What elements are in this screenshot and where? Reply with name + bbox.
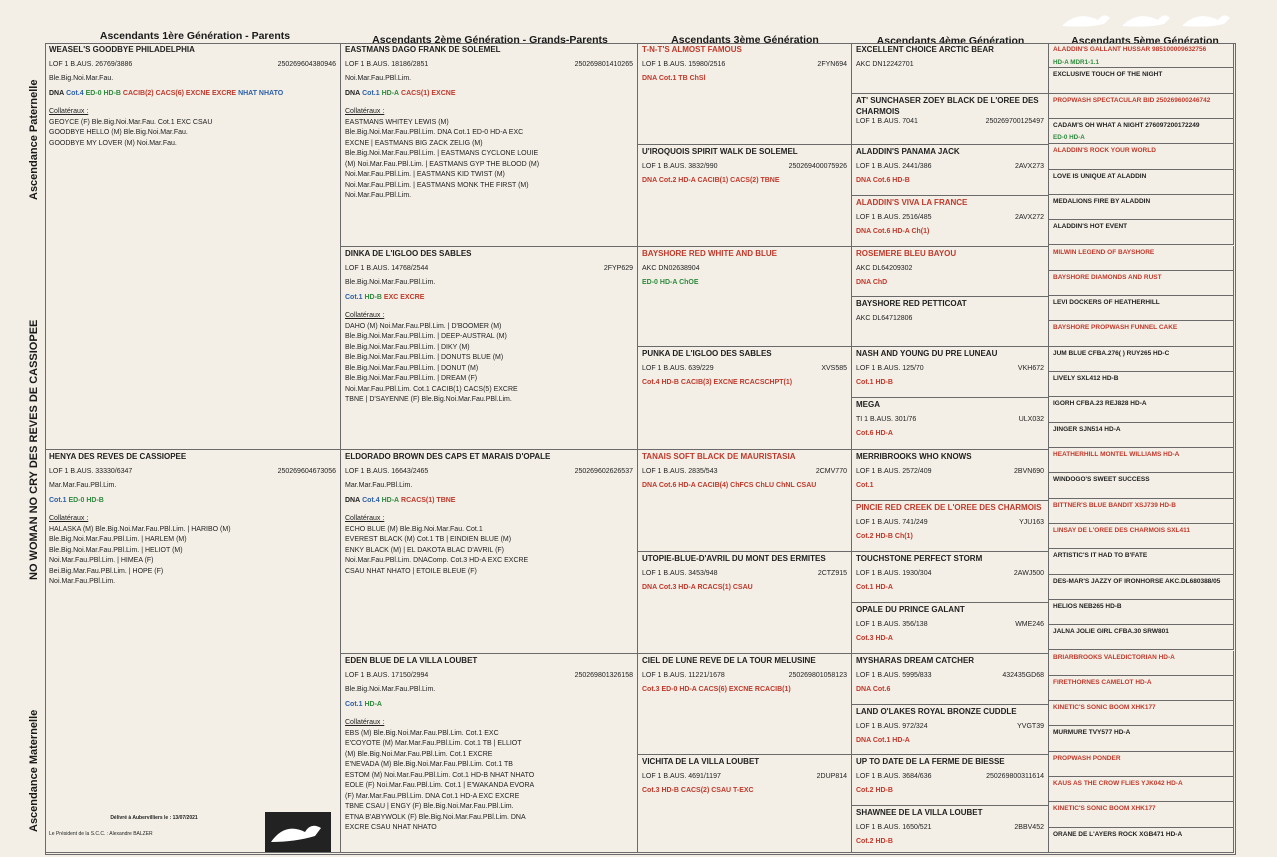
gen4-chip: YVGT39 — [1017, 722, 1044, 730]
gen2-name: EDEN BLUE DE LA VILLA LOUBET — [345, 656, 478, 665]
gen2-chip: 2FYP629 — [603, 264, 633, 272]
gen5-cell — [1049, 726, 1234, 751]
collateral-line: Ble.Big.Noi.Mar.Fau.PBl.Lim. | HARLEM (M) — [49, 536, 187, 543]
gen4-cell — [852, 755, 1049, 806]
gen3-cell — [638, 247, 852, 347]
collateral-line: GOODBYE HELLO (M) Ble.Big.Noi.Mar.Fau. — [49, 129, 188, 136]
gen5-name: WINDOGO'S SWEET SUCCESS — [1053, 476, 1150, 484]
gen5-name: BITTNER'S BLUE BANDIT XSJ739 HD-B — [1053, 501, 1176, 509]
gen5-name: MILWIN LEGEND OF BAYSHORE — [1053, 248, 1155, 256]
gen2-color: Noi.Mar.Fau.PBl.Lim. — [345, 75, 412, 82]
gen3-reg: LOF 1 B.AUS. 11221/1678 — [642, 671, 725, 679]
collateral-line: Noi.Mar.Fau.PBl.Lim. | EASTMANS MONK THE FIRST (M) — [345, 181, 529, 189]
gen4-reg: LOF 1 B.AUS. 972/324 — [856, 722, 928, 730]
gen3-chip: 250269801058123 — [788, 671, 847, 679]
gen5-name: KINETIC'S SONIC BOOM XHK177 — [1053, 704, 1156, 712]
gen5-name: ARTISTIC'S IT HAD TO B'FATE — [1053, 552, 1148, 560]
gen4-chip: 2AVX272 — [1014, 213, 1044, 221]
gen4-reg: AKC DN12242701 — [856, 60, 914, 68]
gen5-cell — [1049, 828, 1234, 853]
gen5-cell — [1049, 600, 1234, 625]
gen5-name: KINETIC'S SONIC BOOM XHK177 — [1053, 805, 1156, 813]
gen2-coll-title: Collatéraux : — [345, 312, 385, 319]
collateral-line: Noi.Mar.Fau.PBl.Lim. | EASTMANS KID TWIST (M) — [345, 171, 505, 178]
gen4-chip: WME246 — [1015, 620, 1044, 628]
gen5-cell — [1049, 524, 1234, 549]
gen3-chip: 250269400075926 — [788, 162, 847, 170]
gen4-chip: ULX032 — [1018, 415, 1044, 423]
gen1-sire-coll-title: Collatéraux : — [49, 108, 89, 115]
side-label-maternal: Ascendance Maternelle — [28, 709, 40, 832]
gen2-coll-title: Collatéraux : — [345, 515, 385, 522]
gen3-chip: 2FYN694 — [817, 60, 847, 68]
gen5-name: BAYSHORE PROPWASH FUNNEL CAKE — [1053, 324, 1178, 332]
gen5-cell — [1049, 321, 1234, 346]
gen4-chip: 250269800311614 — [986, 772, 1044, 780]
gen1-dam — [45, 450, 341, 853]
gen4-reg: LOF 1 B.AUS. 1650/521 — [856, 823, 932, 831]
header-gen1: Ascendants 1ère Génération - Parents — [99, 30, 291, 42]
gen5-name: BAYSHORE DIAMONDS AND RUST — [1053, 273, 1162, 281]
gen4-chip: 2BVN690 — [1014, 467, 1044, 475]
gen4-cell — [852, 43, 1049, 94]
gen4-chip: YJU163 — [1019, 518, 1044, 526]
gen5-cell — [1049, 777, 1234, 802]
gen4-dna: Cot.1 HD-B — [856, 379, 893, 386]
header-gen2: Ascendants 2ème Génération - Grands-Parents — [372, 34, 608, 46]
footer-issued: Délivré à Aubervilliers le : 13/07/2021 — [110, 815, 198, 821]
gen4-name: TOUCHSTONE PERFECT STORM — [856, 554, 983, 563]
gen4-dna: Cot.3 HD-A — [856, 635, 893, 642]
gen4-reg: LOF 1 B.AUS. 3684/636 — [856, 772, 932, 780]
gen2-dna2: HD-B — [364, 293, 382, 301]
gen4-cell — [852, 603, 1049, 654]
gen2-chip: 250269602626537 — [574, 467, 633, 475]
gen3-cell — [638, 450, 852, 552]
gen5-health: HD-A MDR1-1.1 — [1053, 58, 1099, 66]
gen1-dam-name: HENYA DES REVES DE CASSIOPEE — [49, 452, 187, 461]
gen5-cell — [1049, 246, 1234, 271]
gen1-sire-dna-label: DNA — [49, 89, 65, 97]
collateral-line: EBS (M) Ble.Big.Noi.Mar.Fau.PBl.Lim. Cot.1 EXC — [345, 729, 499, 737]
gen3-cell — [638, 755, 852, 853]
gen3-reg: LOF 1 B.AUS. 3832/990 — [642, 162, 718, 170]
gen5-name: LOVE IS UNIQUE AT ALADDIN — [1053, 172, 1147, 180]
gen4-cell — [852, 145, 1049, 196]
collateral-line: Ble.Big.Noi.Mar.Fau.PBl.Lim. DNA Cot.1 ED-0 HD-A EXC — [345, 129, 524, 136]
collateral-line: Ble.Big.Noi.Mar.Fau.PBl.Lim. | DIKY (M) — [345, 343, 470, 351]
gen2-cell — [341, 247, 638, 450]
gen3-name: U'IROQUOIS SPIRIT WALK DE SOLEMEL — [642, 147, 798, 156]
collateral-line: GOODBYE MY LOVER (M) Noi.Mar.Fau. — [49, 139, 177, 147]
gen4-reg: AKC DL64712806 — [856, 314, 913, 322]
gen5-name: BRIARBROOKS VALEDICTORIAN HD-A — [1053, 653, 1175, 661]
collateral-line: TBNE | D'SAYENNE (F) Ble.Big.Noi.Mar.Fau.PBl.Lim. — [345, 396, 512, 403]
gen3-name: PUNKA DE L'IGLOO DES SABLES — [642, 349, 772, 358]
gen1-sire — [45, 43, 341, 450]
gen4-chip: VKH672 — [1017, 364, 1044, 372]
gen3-name: UTOPIE-BLUE-D'AVRIL DU MONT DES ERMITES — [642, 554, 826, 563]
gen3-dna: Cot.3 HD-B CACS(2) CSAU T-EXC — [642, 787, 754, 794]
gen5-cell — [1049, 448, 1234, 473]
gen3-chip: XVS585 — [821, 364, 847, 372]
gen5-cell — [1049, 676, 1234, 701]
gen4-reg: LOF 1 B.AUS. 2516/485 — [856, 213, 932, 221]
gen4-dna: DNA Cot.6 HD-B — [856, 177, 910, 184]
gen3-cell — [638, 654, 852, 755]
gen4-cell — [852, 347, 1049, 398]
gen5-cell — [1049, 752, 1234, 777]
gen4-name: NASH AND YOUNG DU PRE LUNEAU — [856, 349, 998, 358]
gen4-name: MEGA — [856, 400, 880, 409]
gen4-cell — [852, 196, 1049, 247]
collateral-line: ECHO BLUE (M) Ble.Big.Noi.Mar.Fau. Cot.1 — [345, 525, 483, 533]
gen4-reg: LOF 1 B.AUS. 7041 — [856, 118, 918, 125]
gen1-sire-dna2: ED-0 HD-B — [85, 89, 121, 97]
gen5-cell — [1049, 347, 1234, 372]
gen4-name: ALADDIN'S PANAMA JACK — [856, 147, 960, 156]
gen4-reg: LOF 1 B.AUS. 2572/409 — [856, 467, 932, 475]
gen4-name: LAND O'LAKES ROYAL BRONZE CUDDLE — [856, 707, 1017, 716]
gen2-dna3: CACS(1) EXCNE — [401, 89, 456, 97]
collateral-line: EOLE (F) Noi.Mar.Fau.PBl.Lim. Cot.1 | E'WAKANDA EVORA — [345, 782, 535, 789]
gen5-cell — [1049, 144, 1234, 169]
gen5-cell — [1049, 549, 1234, 574]
gen4-dna: Cot.6 HD-A — [856, 430, 893, 437]
gen2-cell — [341, 654, 638, 853]
gen4-reg: LOF 1 B.AUS. 125/70 — [856, 364, 924, 372]
gen2-color: Ble.Big.Noi.Mar.Fau.PBl.Lim. — [345, 279, 436, 286]
gen2-cell — [341, 450, 638, 654]
gen4-chip: 2BBV452 — [1014, 823, 1044, 831]
gen5-health: ED-0 HD-A — [1053, 134, 1085, 142]
club-stamp — [265, 812, 331, 852]
collateral-line: E'NEVADA (M) Ble.Big.Noi.Mar.Fau.PBl.Lim. Cot.1 TB — [345, 761, 513, 768]
gen1-sire-chip: 250269604380946 — [277, 60, 336, 68]
gen3-cell — [638, 145, 852, 247]
gen4-name: OPALE DU PRINCE GALANT — [856, 605, 965, 614]
gen5-cell — [1049, 651, 1234, 676]
gen2-dna-label: DNA — [345, 496, 361, 504]
gen5-cell — [1049, 296, 1234, 321]
header-gen3: Ascendants 3ème Génération — [671, 34, 819, 46]
gen3-reg: LOF 1 B.AUS. 2835/543 — [642, 467, 718, 475]
gen3-reg: LOF 1 B.AUS. 639/229 — [642, 364, 714, 372]
gen3-name: CIEL DE LUNE REVE DE LA TOUR MELUSINE — [642, 656, 816, 665]
gen4-reg: LOF 1 B.AUS. 356/138 — [856, 620, 928, 628]
gen1-sire-reg: LOF 1 B.AUS. 26769/3886 — [49, 60, 133, 68]
gen5-name: MURMURE TVY577 HD-A — [1053, 729, 1131, 737]
gen1-sire-dna3: CACIB(2) CACS(6) EXCNE EXCRE — [122, 89, 237, 97]
gen4-dna: Cot.2 HD-B Ch(1) — [856, 533, 913, 540]
gen3-dna: ED-0 HD-A ChOE — [642, 279, 699, 286]
gen4-dna: DNA Cot.1 HD-A — [856, 737, 910, 744]
gen5-cell — [1049, 94, 1234, 119]
gen5-cell — [1049, 625, 1234, 650]
gen2-coll-title: Collatéraux : — [345, 719, 385, 726]
collateral-line: Noi.Mar.Fau.PBl.Lim. — [345, 192, 412, 199]
gen2-reg: LOF 1 B.AUS. 18186/2851 — [345, 60, 429, 68]
gen5-cell — [1049, 220, 1234, 245]
gen5-name: JALNA JOLIE GIRL CFBA.30 SRW801 — [1053, 628, 1169, 636]
gen5-name: LIVELY SXL412 HD-B — [1053, 375, 1119, 383]
gen2-dna1: Cot.1 — [345, 700, 363, 708]
gen5-name: HELIOS NEB265 HD-B — [1053, 602, 1122, 610]
gen3-chip: 2CMV770 — [815, 467, 847, 475]
collateral-line: EXCNE | EASTMANS BIG ZACK ZELIG (M) — [345, 139, 483, 147]
gen3-dna: Cot.3 ED-0 HD-A CACS(6) EXCNE RCACIB(1) — [642, 686, 791, 693]
collateral-line: (F) Mar.Mar.Fau.PBl.Lim. DNA Cot.1 HD-A EXC EXCRE — [345, 792, 520, 800]
collateral-line: EVEREST BLACK (M) Cot.1 TB | EINDIEN BLUE (M) — [345, 536, 512, 543]
footer-president: Le Président de la S.C.C. : Alexandre BALZER — [49, 831, 153, 837]
gen1-dam-dna1: Cot.1 — [49, 496, 67, 504]
gen5-name: LEVI DOCKERS OF HEATHERHILL — [1053, 299, 1160, 307]
gen1-dam-reg: LOF 1 B.AUS. 33330/6347 — [49, 467, 133, 475]
gen2-dna2: HD-A — [381, 496, 400, 504]
gen3-name: T-N-T'S ALMOST FAMOUS — [642, 45, 742, 54]
collateral-line: (M) Noi.Mar.Fau.PBl.Lim. | EASTMANS GYP THE BLOOD (M) — [345, 160, 540, 168]
gen4-reg: LOF 1 B.AUS. 1930/304 — [856, 569, 932, 577]
gen5-cell — [1049, 423, 1234, 448]
collateral-line: Noi.Mar.Fau.PBl.Lim. — [49, 578, 116, 585]
gen4-reg: LOF 1 B.AUS. 2441/386 — [856, 162, 932, 170]
gen5-name: HEATHERHILL MONTEL WILLIAMS HD-A — [1053, 451, 1180, 458]
gen2-reg: LOF 1 B.AUS. 16643/2465 — [345, 467, 429, 475]
header-gen5: Ascendants 5ème Génération — [1071, 35, 1219, 47]
gen2-name: EASTMANS DAGO FRANK DE SOLEMEL — [345, 45, 501, 54]
gen5-name: CADAM'S OH WHAT A NIGHT 276097200172249 — [1053, 121, 1200, 129]
gen3-cell — [638, 552, 852, 654]
gen5-name: LINSAY DE L'OREE DES CHARMOIS SXL411 — [1053, 526, 1190, 534]
gen4-cell — [852, 247, 1049, 297]
gen5-name: IGORH CFBA.23 REJ828 HD-A — [1053, 400, 1147, 408]
gen1-sire-dna1: Cot.4 — [66, 89, 84, 97]
gen5-cell — [1049, 397, 1234, 422]
gen4-name: SHAWNEE DE LA VILLA LOUBET — [856, 808, 983, 817]
gen5-name: EXCLUSIVE TOUCH OF THE NIGHT — [1053, 71, 1163, 79]
gen4-chip: 2AWJ500 — [1013, 569, 1044, 577]
gen3-name: BAYSHORE RED WHITE AND BLUE — [642, 249, 777, 258]
gen4-name: ROSEMERE BLEU BAYOU — [856, 249, 957, 258]
gen5-name: KAUS AS THE CROW FLIES YJK042 HD-A — [1053, 780, 1183, 788]
gen5-name: ALADDIN'S HOT EVENT — [1053, 223, 1128, 231]
gen5-name: PROPWASH SPECTACULAR BID 250269600246742 — [1053, 96, 1211, 104]
collateral-line: Noi.Mar.Fau.PBl.Lim. DNAComp. Cot.3 HD-A EXC EXCRE — [345, 557, 529, 564]
collateral-line: E'COYOTE (M) Mar.Mar.Fau.PBl.Lim. Cot.1 TB | ELLIOT — [345, 740, 522, 747]
gen4-dna: Cot.1 HD-A — [856, 584, 893, 591]
gen1-dam-dna2: ED-0 HD-B — [68, 496, 104, 504]
gen3-cell — [638, 347, 852, 450]
gen2-chip: 250269801410265 — [574, 60, 633, 68]
gen2-color: Ble.Big.Noi.Mar.Fau.PBl.Lim. — [345, 686, 436, 693]
gen5-cell — [1049, 473, 1234, 498]
gen4-dna: DNA ChD — [856, 279, 888, 286]
gen4-cell — [852, 450, 1049, 501]
gen4-cell — [852, 654, 1049, 705]
gen4-cell — [852, 94, 1049, 145]
collateral-line: ETNA B'ABYWOLK (F) Ble.Big.Noi.Mar.Fau.PBl.Lim. DNA — [345, 813, 526, 821]
gen4-name: PINCIE RED CREEK DE L'OREE DES CHARMOIS — [856, 503, 1042, 512]
gen2-dna1: Cot.1 — [362, 89, 380, 97]
gen5-cell — [1049, 43, 1234, 68]
gen2-dna2: HD-A — [364, 700, 382, 708]
collateral-line: Ble.Big.Noi.Mar.Fau.PBl.Lim. | DREAM (F) — [345, 375, 478, 382]
gen2-dna1: Cot.1 — [345, 293, 363, 301]
collateral-line: ESTOM (M) Noi.Mar.Fau.PBl.Lim. Cot.1 HD-B NHAT NHATO — [345, 771, 535, 779]
gen4-reg: AKC DL64209302 — [856, 264, 913, 272]
gen5-name: FIRETHORNES CAMELOT HD-A — [1053, 678, 1152, 686]
gen4-name: ALADDIN'S VIVA LA FRANCE — [856, 198, 968, 207]
gen4-chip: 432435GD68 — [1002, 671, 1044, 679]
gen4-reg: LOF 1 B.AUS. 741/249 — [856, 518, 928, 526]
gen1-dam-color: Mar.Mar.Fau.PBl.Lim. — [49, 482, 117, 489]
gen3-dna: Cot.4 HD-B CACIB(3) EXCNE RCACSCHPT(1) — [642, 379, 793, 386]
gen3-dna: DNA Cot.6 HD-A CACIB(4) ChFCS ChLU ChNL CSAU — [642, 482, 817, 489]
gen5-name: JINGER SJN514 HD-A — [1053, 425, 1121, 433]
club-logos — [1058, 6, 1238, 32]
gen4-cell — [852, 501, 1049, 552]
gen5-name: PROPWASH PONDER — [1053, 754, 1121, 762]
gen4-chip: 2AVX273 — [1014, 162, 1044, 170]
gen4-name: BAYSHORE RED PETTICOAT — [856, 299, 967, 308]
collateral-line: GEOYCE (F) Ble.Big.Noi.Mar.Fau. Cot.1 EXC CSAU — [49, 118, 213, 126]
collateral-line: EXCRE CSAU NHAT NHATO — [345, 824, 437, 831]
collateral-line: Ble.Big.Noi.Mar.Fau.PBl.Lim. | HELIOT (M) — [49, 546, 183, 554]
gen4-name: AT' SUNCHASER ZOEY BLACK DE L'OREE DES CHARMOIS — [856, 96, 1039, 116]
gen3-dna: DNA Cot.2 HD-A CACIB(1) CACS(2) TBNE — [642, 177, 780, 184]
collateral-line: CSAU NHAT NHATO | ETOILE BLEUE (F) — [345, 567, 477, 575]
collateral-line: Bei.Big.Mar.Fau.PBl.Lim. | HOPE (F) — [49, 567, 164, 575]
gen4-cell — [852, 398, 1049, 450]
gen2-reg: LOF 1 B.AUS. 14768/2544 — [345, 264, 429, 272]
gen3-reg: AKC DN02638904 — [642, 264, 700, 272]
gen1-sire-dna4: NHAT NHATO — [238, 89, 284, 97]
gen5-cell — [1049, 271, 1234, 296]
gen4-cell — [852, 552, 1049, 603]
gen4-reg: LOF 1 B.AUS. 5995/833 — [856, 671, 932, 679]
gen5-name: ALADDIN'S GALLANT HUSSAR 985100009632756 — [1053, 46, 1207, 53]
gen2-cell — [341, 43, 638, 247]
gen5-cell — [1049, 195, 1234, 220]
gen3-cell — [638, 43, 852, 145]
gen3-dna: DNA Cot.3 HD-A RCACS(1) CSAU — [642, 584, 753, 591]
gen5-cell — [1049, 119, 1234, 144]
gen5-cell — [1049, 170, 1234, 195]
gen2-dna2: HD-A — [381, 89, 400, 97]
gen4-name: UP TO DATE DE LA FERME DE BIESSE — [856, 757, 1005, 766]
collateral-line: Ble.Big.Noi.Mar.Fau.PBl.Lim. | DEEP-AUSTRAL (M) — [345, 333, 507, 340]
collateral-line: Ble.Big.Noi.Mar.Fau.PBl.Lim. | DONUTS BLUE (M) — [345, 354, 504, 361]
gen2-coll-title: Collatéraux : — [345, 108, 385, 115]
gen5-name: ORANE DE L'AYERS ROCK XGB471 HD-A — [1053, 830, 1183, 838]
side-label-paternal: Ascendance Paternelle — [28, 79, 40, 200]
gen4-dna: Cot.1 — [856, 482, 874, 489]
gen5-cell — [1049, 575, 1234, 600]
collateral-line: HALASKA (M) Ble.Big.Noi.Mar.Fau.PBl.Lim. | HARIBO (M) — [49, 525, 231, 533]
collateral-line: ENKY BLACK (M) | EL DAKOTA BLAC D'AVRIL (F) — [345, 546, 505, 554]
gen1-sire-name: WEASEL'S GOODBYE PHILADELPHIA — [49, 45, 195, 54]
gen1-sire-color: Ble.Big.Noi.Mar.Fau. — [49, 75, 114, 82]
gen4-name: MYSHARAS DREAM CATCHER — [856, 656, 975, 665]
gen2-dna3: RCACS(1) TBNE — [401, 496, 456, 504]
collateral-line: DAHO (M) Noi.Mar.Fau.PBl.Lim. | D'BOOMER (M) — [345, 322, 502, 330]
collateral-line: Noi.Mar.Fau.PBl.Lim. | HIMEA (F) — [49, 557, 154, 564]
gen2-color: Mar.Mar.Fau.PBl.Lim. — [345, 482, 413, 489]
gen3-dna: DNA Cot.1 TB ChSl — [642, 75, 706, 82]
gen1-dam-coll-title: Collatéraux : — [49, 515, 89, 522]
gen2-chip: 250269801326158 — [574, 671, 633, 679]
collateral-line: Ble.Big.Noi.Mar.Fau.PBl.Lim. | EASTMANS CYCLONE LOUIE — [345, 150, 539, 157]
gen3-name: TANAIS SOFT BLACK DE MAURISTASIA — [642, 452, 796, 461]
collateral-line: (M) Ble.Big.Noi.Mar.Fau.PBl.Lim. Cot.1 EXCRE — [345, 750, 493, 758]
collateral-line: TBNE CSAU | ENGY (F) Ble.Big.Noi.Mar.Fau.PBl.Lim. — [345, 803, 514, 810]
gen5-name: MEDALIONS FIRE BY ALADDIN — [1053, 197, 1151, 205]
certificate-footer — [49, 815, 259, 853]
gen5-cell — [1049, 802, 1234, 827]
gen2-dna3: EXC EXCRE — [383, 293, 425, 301]
gen4-cell — [852, 806, 1049, 853]
gen4-dna: DNA Cot.6 — [856, 686, 891, 693]
gen5-cell — [1049, 499, 1234, 524]
gen3-reg: LOF 1 B.AUS. 15980/2516 — [642, 60, 726, 68]
gen3-chip: 2CTZ915 — [817, 569, 847, 577]
gen5-cell — [1049, 701, 1234, 726]
header-gen4: Ascendants 4ème Génération — [876, 35, 1025, 47]
gen4-dna: DNA Cot.6 HD-A Ch(1) — [856, 228, 930, 235]
side-label-subject: NO WOMAN NO CRY DES REVES DE CASSIOPEE — [28, 319, 40, 580]
gen4-name: EXCELLENT CHOICE ARCTIC BEAR — [856, 45, 994, 54]
gen4-reg: TI 1 B.AUS. 301/76 — [856, 415, 917, 423]
gen2-name: DINKA DE L'IGLOO DES SABLES — [345, 249, 472, 258]
gen5-name: JUM BLUE CFBA.276( ) RUY265 HD-C — [1053, 349, 1170, 357]
gen4-cell — [852, 705, 1049, 755]
gen2-dna-label: DNA — [345, 89, 361, 97]
gen2-name: ELDORADO BROWN DES CAPS ET MARAIS D'OPALE — [345, 452, 551, 461]
gen2-dna1: Cot.4 — [362, 496, 380, 504]
gen1-dam-chip: 250269604673056 — [277, 467, 336, 475]
gen5-name: ALADDIN'S ROCK YOUR WORLD — [1053, 147, 1156, 155]
gen3-chip: 2DUP814 — [816, 772, 847, 780]
gen4-cell — [852, 297, 1049, 347]
gen3-reg: LOF 1 B.AUS. 3453/948 — [642, 569, 718, 577]
gen2-reg: LOF 1 B.AUS. 17150/2994 — [345, 671, 429, 679]
gen4-dna: Cot.2 HD-B — [856, 787, 893, 794]
gen5-name: DES-MAR'S JAZZY OF IRONHORSE AKC.DL680388/05 — [1053, 577, 1221, 585]
gen4-chip: 250269700125497 — [985, 118, 1044, 125]
gen4-name: MERRIBROOKS WHO KNOWS — [856, 452, 972, 461]
gen4-dna: Cot.2 HD-B — [856, 838, 893, 845]
gen5-cell — [1049, 68, 1234, 93]
gen5-cell — [1049, 372, 1234, 397]
collateral-line: EASTMANS WHITEY LEWIS (M) — [345, 118, 449, 126]
collateral-line: Ble.Big.Noi.Mar.Fau.PBl.Lim. | DONUT (M) — [345, 364, 479, 372]
collateral-line: Noi.Mar.Fau.PBl.Lim. Cot.1 CACIB(1) CACS(5) EXCRE — [345, 385, 518, 393]
gen3-reg: LOF 1 B.AUS. 4691/1197 — [642, 772, 721, 780]
gen3-name: VICHITA DE LA VILLA LOUBET — [642, 757, 760, 766]
